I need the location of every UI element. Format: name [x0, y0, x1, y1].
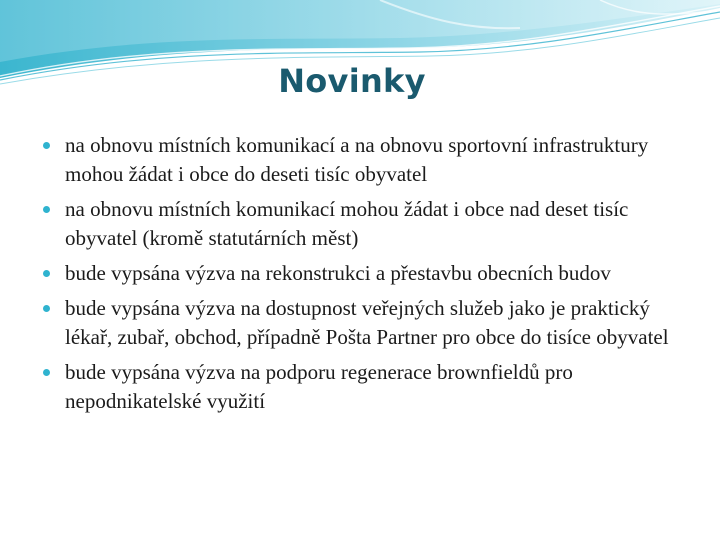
bullet-text: bude vypsána výzva na rekonstrukci a přestavbu obecních budov [65, 261, 611, 285]
bullet-text: bude vypsána výzva na podporu regenerace brownfieldů pro nepodnikatelské využití [65, 360, 573, 413]
slide-title: Novinky [278, 62, 426, 100]
bullet-dot-icon [43, 369, 50, 376]
bullet-dot-icon [43, 142, 50, 149]
bullet-text: na obnovu místních komunikací a na obnovu sportovní infrastruktury mohou žádat i obce do deseti tisíc obyvatel [65, 133, 649, 186]
bullet-item [40, 294, 690, 352]
bullet-item [40, 259, 690, 288]
bullet-list [40, 131, 690, 422]
bullet-dot-icon [43, 270, 50, 277]
bullet-item [40, 358, 690, 416]
bullet-dot-icon [43, 206, 50, 213]
bullet-text: bude vypsána výzva na dostupnost veřejných služeb jako je praktický lékař, zubař, obchod, případně Pošta Partner pro obce do tisíce obyvatel [65, 296, 669, 349]
bullet-text: na obnovu místních komunikací mohou žádat i obce nad deset tisíc obyvatel (kromě statutárních měst) [65, 197, 629, 250]
bullet-dot-icon [43, 305, 50, 312]
bullet-item [40, 131, 690, 189]
bullet-item [40, 195, 690, 253]
